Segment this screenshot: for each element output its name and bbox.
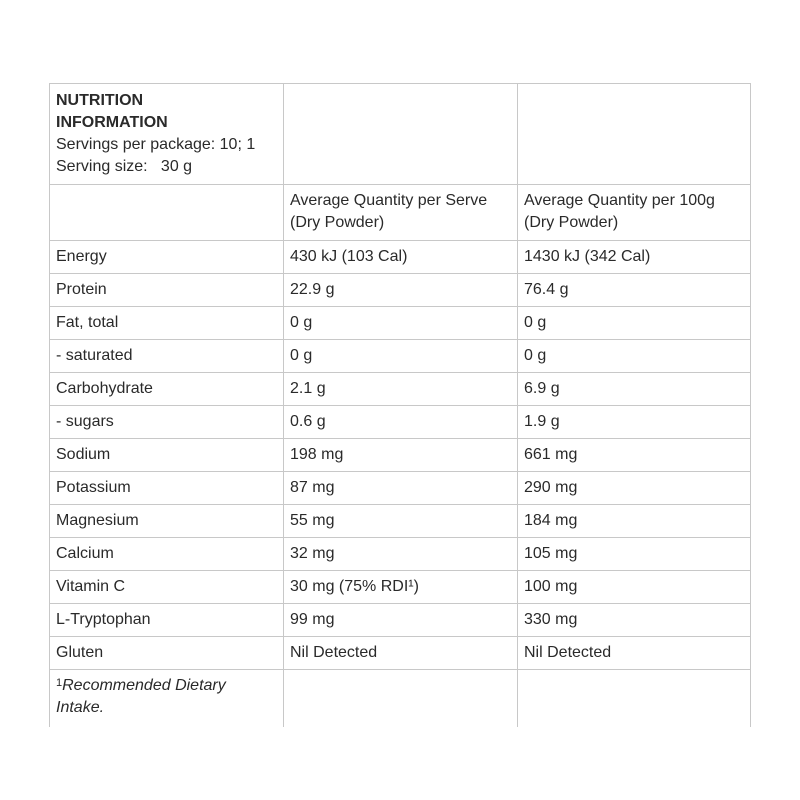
per-100g-value: 184 mg <box>518 505 751 538</box>
table-row <box>50 505 751 538</box>
footnote-line1 <box>56 675 277 697</box>
per-100g-sublabel: (Dry Powder) <box>524 214 619 231</box>
per-100g-value: 76.4 g <box>518 274 751 307</box>
serving-size: Serving size: 30 g <box>56 158 193 175</box>
column-header-row <box>50 185 751 241</box>
nutrient-name: Vitamin C <box>50 571 284 604</box>
nutrient-name: Energy <box>50 241 284 274</box>
table-row <box>50 340 751 373</box>
per-100g-value: 100 mg <box>518 571 751 604</box>
per-serve-value: 99 mg <box>284 604 518 637</box>
per-100g-value: 1.9 g <box>518 406 751 439</box>
nutrient-name: Magnesium <box>50 505 284 538</box>
nutrition-panel <box>49 83 750 727</box>
header-empty-cell <box>284 84 518 185</box>
nutrition-table <box>49 83 751 727</box>
column-header-per-serve <box>284 185 518 241</box>
table-title-line2: INFORMATION <box>56 114 168 131</box>
footnote-row <box>50 670 751 728</box>
table-row <box>50 307 751 340</box>
table-row <box>50 604 751 637</box>
per-100g-value: 6.9 g <box>518 373 751 406</box>
nutrient-name: L-Tryptophan <box>50 604 284 637</box>
footnote-empty-cell <box>284 670 518 728</box>
nutrient-name: Fat, total <box>50 307 284 340</box>
per-serve-value: 0.6 g <box>284 406 518 439</box>
nutrient-name: Calcium <box>50 538 284 571</box>
per-100g-value: 661 mg <box>518 439 751 472</box>
nutrient-name: - saturated <box>50 340 284 373</box>
footnote-text-line1: Recommended Dietary <box>62 677 226 694</box>
nutrient-name: - sugars <box>50 406 284 439</box>
table-row <box>50 241 751 274</box>
per-serve-value: 2.1 g <box>284 373 518 406</box>
per-serve-value: 30 mg (75% RDI¹) <box>284 571 518 604</box>
table-row <box>50 571 751 604</box>
footnote-line2: Intake. <box>56 699 105 716</box>
header-cell <box>50 84 284 185</box>
per-serve-label: Average Quantity per Serve <box>290 192 488 209</box>
per-100g-value: 1430 kJ (342 Cal) <box>518 241 751 274</box>
per-serve-value: 0 g <box>284 340 518 373</box>
table-row <box>50 406 751 439</box>
table-title-line1: NUTRITION <box>56 92 144 109</box>
per-serve-value: 198 mg <box>284 439 518 472</box>
per-serve-value: Nil Detected <box>284 637 518 670</box>
table-row <box>50 637 751 670</box>
table-row <box>50 439 751 472</box>
per-100g-value: 330 mg <box>518 604 751 637</box>
per-serve-value: 0 g <box>284 307 518 340</box>
per-100g-value: 290 mg <box>518 472 751 505</box>
per-serve-value: 22.9 g <box>284 274 518 307</box>
header-empty-cell <box>518 84 751 185</box>
table-row <box>50 274 751 307</box>
nutrient-name: Potassium <box>50 472 284 505</box>
per-100g-value: Nil Detected <box>518 637 751 670</box>
column-header-per-100g <box>518 185 751 241</box>
per-serve-value: 430 kJ (103 Cal) <box>284 241 518 274</box>
table-header-row <box>50 84 751 185</box>
servings-per-package: Servings per package: 10; 1 <box>56 136 256 153</box>
nutrient-name: Sodium <box>50 439 284 472</box>
per-100g-value: 105 mg <box>518 538 751 571</box>
footnote-cell <box>50 670 284 728</box>
per-serve-value: 55 mg <box>284 505 518 538</box>
footnote-marker: 1 <box>56 677 63 689</box>
per-serve-sublabel: (Dry Powder) <box>290 214 385 231</box>
per-100g-value: 0 g <box>518 340 751 373</box>
nutrient-name: Protein <box>50 274 284 307</box>
per-serve-value: 32 mg <box>284 538 518 571</box>
per-100g-value: 0 g <box>518 307 751 340</box>
table-row <box>50 538 751 571</box>
table-row <box>50 472 751 505</box>
nutrient-name: Carbohydrate <box>50 373 284 406</box>
nutrient-name: Gluten <box>50 637 284 670</box>
per-serve-value: 87 mg <box>284 472 518 505</box>
column-header-empty <box>50 185 284 241</box>
table-row <box>50 373 751 406</box>
footnote-empty-cell <box>518 670 751 728</box>
per-100g-label: Average Quantity per 100g <box>524 192 715 209</box>
